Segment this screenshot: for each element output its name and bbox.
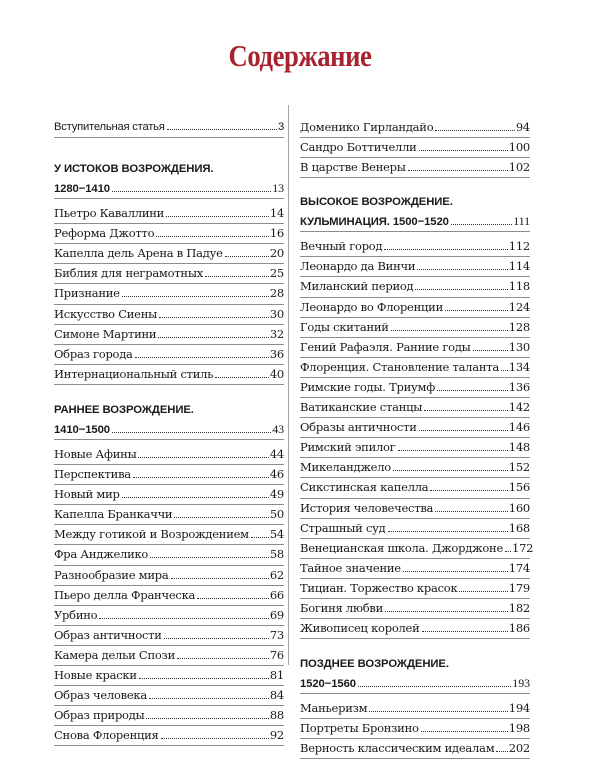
dot-leader — [146, 718, 268, 719]
toc-entry[interactable] — [300, 478, 530, 498]
toc-entry[interactable] — [54, 365, 284, 385]
toc-entry[interactable] — [54, 586, 284, 606]
toc-entry[interactable] — [300, 619, 530, 639]
toc-entry[interactable] — [300, 318, 530, 338]
toc-entry-title: Микеланджело — [300, 460, 391, 475]
toc-entry[interactable] — [54, 224, 284, 244]
dot-leader — [398, 450, 508, 451]
toc-entry[interactable] — [54, 566, 284, 586]
section-years: 1280−1410 — [54, 183, 110, 196]
dot-leader — [150, 557, 269, 558]
section-years: 1410−1500 — [54, 423, 110, 436]
toc-entry[interactable] — [54, 264, 284, 284]
toc-entry[interactable] — [300, 358, 530, 378]
toc-entry[interactable] — [300, 699, 530, 719]
dot-leader — [197, 598, 269, 599]
dot-leader — [419, 150, 508, 151]
dot-leader — [393, 470, 508, 471]
toc-entry-title: В царстве Венеры — [300, 160, 406, 175]
toc-entry-title: Урбино — [54, 607, 98, 622]
dot-leader — [417, 269, 508, 270]
toc-entry-page: 128 — [508, 319, 530, 334]
toc-entry[interactable] — [54, 626, 284, 646]
page-title: Содержание — [228, 38, 372, 73]
toc-entry-title: Сандро Боттичелли — [300, 140, 417, 155]
toc-entry-title: Между готикой и Возрождением — [54, 527, 249, 542]
toc-entry-page: 136 — [508, 379, 530, 394]
dot-leader — [358, 686, 511, 687]
toc-entry[interactable] — [54, 646, 284, 666]
toc-entry-title: Доменико Гирландайо — [300, 120, 434, 134]
dot-leader — [205, 276, 269, 277]
toc-entry-title: Миланский период — [300, 279, 414, 294]
section-years: 1520−1560 — [300, 678, 356, 691]
toc-entry-page: 112 — [508, 239, 530, 254]
toc-entry-title: Образы античности — [300, 420, 417, 435]
toc-entry-page: 146 — [508, 420, 530, 435]
dot-leader — [166, 216, 269, 217]
section-heading[interactable]: ПОЗДНЕЕ ВОЗРОЖДЕНИЕ. — [300, 658, 449, 671]
toc-entry-title: Снова Флоренция — [54, 728, 159, 743]
toc-entry-title: Образ античности — [54, 627, 162, 642]
toc-entry[interactable] — [300, 458, 530, 478]
toc-entry[interactable] — [54, 666, 284, 686]
section-page: 13 — [272, 181, 284, 196]
toc-entry[interactable] — [54, 284, 284, 304]
dot-leader — [505, 551, 511, 552]
toc-entry-title: Верность классическим идеалам — [300, 741, 495, 756]
toc-entry-page: 92 — [269, 728, 284, 743]
dot-leader — [422, 631, 508, 632]
toc-entry-page: 40 — [269, 366, 284, 381]
toc-entry-title: Признание — [54, 286, 120, 301]
toc-entry-title: Пьетро Каваллини — [54, 206, 165, 221]
toc-entry[interactable] — [300, 539, 534, 559]
toc-entry-page: 58 — [269, 547, 284, 562]
dot-leader — [158, 337, 269, 338]
toc-entry-title: Флоренция. Становление таланта — [300, 359, 499, 374]
toc-entry[interactable] — [54, 445, 284, 465]
toc-entry-page: 202 — [508, 741, 530, 756]
toc-entry[interactable] — [54, 726, 284, 746]
toc-entry-title: Годы скитаний — [300, 319, 389, 334]
toc-entry-page: 94 — [515, 120, 530, 134]
toc-entry-page: 73 — [269, 627, 284, 642]
toc-entry-page: 168 — [508, 520, 530, 535]
dot-leader — [138, 457, 268, 458]
toc-entry-page: 124 — [508, 299, 530, 314]
toc-entry-title: Римский эпилог — [300, 440, 396, 455]
toc-entry-page: 134 — [508, 359, 530, 374]
toc-entry[interactable] — [300, 277, 530, 297]
toc-entry[interactable] — [300, 378, 530, 398]
toc-entry-page: 194 — [508, 701, 530, 716]
section-years-row[interactable] — [54, 420, 284, 440]
toc-entry[interactable] — [300, 237, 530, 257]
right-top-items — [300, 118, 530, 178]
toc-entry-page: 69 — [269, 607, 284, 622]
toc-entry-title: Сикстинская капелла — [300, 480, 429, 495]
dot-leader — [421, 731, 508, 732]
right-sections — [300, 193, 534, 759]
dot-leader — [164, 638, 269, 639]
toc-entry-page: 142 — [508, 400, 530, 415]
toc-entry-title: Маньеризм — [300, 701, 368, 716]
toc-entry-title: Вступительная статья — [54, 121, 165, 133]
dot-leader — [156, 236, 269, 237]
dot-leader — [251, 537, 269, 538]
section-page: 111 — [513, 214, 530, 229]
spacer — [300, 639, 530, 655]
dot-leader — [384, 249, 507, 250]
toc-entry-title: Гений Рафаэля. Ранние годы — [300, 339, 471, 354]
toc-entry-page: 130 — [508, 339, 530, 354]
toc-entry-title: Искусство Сиены — [54, 306, 158, 321]
dot-leader — [445, 310, 508, 311]
dot-leader — [435, 511, 508, 512]
toc-entry-page: 20 — [269, 246, 284, 261]
toc-entry[interactable] — [54, 244, 284, 264]
toc-entry-title: Камера дельи Спози — [54, 647, 175, 662]
toc-entry-title: Фра Анджелико — [54, 547, 149, 562]
toc-entry-title: Образ человека — [54, 688, 147, 703]
toc-entry-title: Интернациональный стиль — [54, 366, 214, 381]
toc-entry-page: 14 — [269, 206, 284, 221]
toc-entry-page: 62 — [269, 567, 284, 582]
section-page: 43 — [272, 421, 284, 436]
section-years-row[interactable] — [300, 212, 530, 232]
toc-entry[interactable] — [300, 398, 530, 418]
toc-entry-title: Тициан. Торжество красок — [300, 580, 458, 595]
toc-entry-title: Страшный суд — [300, 520, 386, 535]
spacer — [300, 178, 530, 193]
toc-entry-title: Новые Афины — [54, 446, 137, 461]
dot-leader — [451, 224, 512, 225]
toc-entry-title: Леонардо во Флоренции — [300, 299, 444, 314]
section-heading[interactable]: ВЫСОКОЕ ВОЗРОЖДЕНИЕ. — [300, 196, 453, 209]
dot-leader — [135, 357, 269, 358]
dot-leader — [369, 711, 507, 712]
section-years-row[interactable] — [54, 179, 284, 199]
toc-entry-page: 44 — [269, 446, 284, 461]
dot-leader — [388, 531, 508, 532]
toc-entry-page: 174 — [508, 560, 530, 575]
toc-entry-title: Вечный город — [300, 239, 383, 254]
dot-leader — [122, 497, 269, 498]
toc-entry[interactable] — [300, 438, 530, 458]
toc-entry[interactable] — [300, 519, 530, 539]
toc-entry-title: Венецианская школа. Джорджоне — [300, 540, 503, 555]
dot-leader — [171, 578, 269, 579]
toc-entry-title: Богиня любви — [300, 600, 384, 615]
toc-entry-title: Новый мир — [54, 487, 120, 502]
toc-entry-page: 100 — [508, 140, 530, 155]
dot-leader — [174, 517, 269, 518]
dot-leader — [122, 296, 269, 297]
toc-entry-title: Образ природы — [54, 708, 145, 723]
toc-entry-page: 198 — [508, 721, 530, 736]
toc-entry-title: Тайное значение — [300, 560, 401, 575]
toc-entry[interactable] — [300, 298, 530, 318]
right-column — [300, 118, 534, 759]
toc-entry-title: Образ города — [54, 346, 133, 361]
toc-entry-title: Симоне Мартини — [54, 326, 157, 341]
toc-entry-page: 160 — [508, 500, 530, 515]
dot-leader — [424, 410, 508, 411]
toc-entry-page: 118 — [508, 279, 530, 294]
toc-entry-page: 66 — [269, 587, 284, 602]
dot-leader — [459, 591, 507, 592]
dot-leader — [415, 289, 507, 290]
dot-leader — [99, 618, 269, 619]
toc-entry[interactable] — [54, 525, 284, 545]
dot-leader — [435, 130, 514, 131]
section-heading[interactable]: У ИСТОКОВ ВОЗРОЖДЕНИЯ. — [54, 163, 214, 176]
dot-leader — [225, 256, 269, 257]
toc-entry[interactable] — [54, 305, 284, 325]
toc-entry-title: Портреты Бронзино — [300, 721, 419, 736]
toc-entry[interactable] — [300, 418, 530, 438]
column-divider — [288, 105, 289, 665]
toc-entry-title: Разнообразие мира — [54, 567, 169, 582]
toc-entry-page: 25 — [269, 266, 284, 281]
toc-entry-page: 46 — [269, 467, 284, 482]
left-column — [54, 118, 284, 746]
toc-entry-intro[interactable] — [54, 118, 284, 138]
dot-leader — [112, 191, 271, 192]
spacer — [54, 138, 284, 160]
section-years: КУЛЬМИНАЦИЯ. 1500−1520 — [300, 216, 449, 229]
toc-entry-page: 148 — [508, 440, 530, 455]
dot-leader — [430, 490, 507, 491]
dot-leader — [167, 129, 277, 130]
dot-leader — [496, 751, 507, 752]
toc-entry-page: 102 — [508, 160, 530, 175]
toc-entry-page: 156 — [508, 480, 530, 495]
toc-entry-title: Живописец королей — [300, 621, 420, 636]
dot-leader — [133, 477, 269, 478]
toc-entry[interactable] — [300, 499, 530, 519]
toc-entry-title: Капелла дель Арена в Падуе — [54, 246, 223, 261]
toc-entry-page: 88 — [269, 708, 284, 723]
spacer — [54, 385, 284, 401]
toc-entry-page: 152 — [508, 460, 530, 475]
dot-leader — [403, 571, 508, 572]
dot-leader — [391, 330, 508, 331]
toc-entry[interactable] — [54, 325, 284, 345]
toc-entry-page: 3 — [277, 121, 284, 133]
toc-entry-page: 30 — [269, 306, 284, 321]
toc-entry-page: 186 — [508, 621, 530, 636]
toc-entry[interactable] — [300, 739, 530, 759]
toc-entry-page: 179 — [508, 580, 530, 595]
toc-entry-title: Перспектива — [54, 467, 131, 482]
dot-leader — [112, 432, 271, 433]
toc-entry[interactable] — [300, 257, 530, 277]
toc-entry-page: 16 — [269, 226, 284, 241]
toc-entry[interactable] — [300, 719, 530, 739]
toc-entry-title: Ватиканские станцы — [300, 400, 423, 415]
toc-entry-title: Капелла Бранкаччи — [54, 507, 173, 522]
toc-entry[interactable] — [54, 606, 284, 626]
toc-entry-title: Реформа Джотто — [54, 226, 155, 241]
toc-entry-title: Пьеро делла Франческа — [54, 587, 196, 602]
dot-leader — [437, 390, 508, 391]
toc-entry-page: 49 — [269, 487, 284, 502]
toc-entry-page: 114 — [508, 259, 530, 274]
toc-entry-title: Библия для неграмотных — [54, 266, 203, 281]
toc-entry[interactable] — [300, 138, 530, 158]
toc-entry-page: 36 — [269, 346, 284, 361]
toc-entry-page: 81 — [269, 667, 284, 682]
dot-leader — [215, 377, 269, 378]
toc-entry-page: 54 — [269, 527, 284, 542]
toc-entry[interactable] — [300, 118, 530, 138]
toc-entry[interactable] — [300, 338, 530, 358]
dot-leader — [408, 170, 508, 171]
toc-entry[interactable] — [300, 158, 530, 178]
left-sections — [54, 160, 284, 746]
dot-leader — [139, 678, 269, 679]
toc-entry-page: 182 — [508, 600, 530, 615]
dot-leader — [419, 430, 508, 431]
dot-leader — [149, 698, 269, 699]
toc-entry-title: Новые краски — [54, 667, 137, 682]
toc-entry[interactable] — [54, 505, 284, 525]
toc-entry-page: 28 — [269, 286, 284, 301]
toc-entry[interactable] — [54, 204, 284, 224]
toc-entry[interactable] — [54, 545, 284, 565]
toc-entry[interactable] — [54, 686, 284, 706]
toc-entry-page: 76 — [269, 647, 284, 662]
toc-entry-title: История человечества — [300, 500, 434, 515]
section-heading[interactable]: РАННЕЕ ВОЗРОЖДЕНИЕ. — [54, 403, 194, 416]
toc-entry-page: 172 — [512, 540, 534, 555]
toc-entry-title: Леонардо да Винчи — [300, 259, 416, 274]
toc-entry-page: 32 — [269, 326, 284, 341]
dot-leader — [473, 350, 508, 351]
toc-entry[interactable] — [54, 465, 284, 485]
toc-entry[interactable] — [54, 706, 284, 726]
toc-entry-title: Римские годы. Триумф — [300, 379, 436, 394]
toc-entry-page: 50 — [269, 507, 284, 522]
toc-entry-page: 84 — [269, 688, 284, 703]
toc-entry[interactable] — [300, 599, 530, 619]
toc-entry[interactable] — [300, 559, 530, 579]
section-page: 193 — [512, 676, 530, 691]
toc-entry[interactable] — [300, 579, 530, 599]
dot-leader — [159, 317, 269, 318]
dot-leader — [501, 370, 508, 371]
toc-entry[interactable] — [54, 485, 284, 505]
section-years-row[interactable] — [300, 674, 530, 694]
toc-entry[interactable] — [54, 345, 284, 365]
dot-leader — [385, 611, 508, 612]
dot-leader — [177, 658, 269, 659]
dot-leader — [161, 738, 269, 739]
